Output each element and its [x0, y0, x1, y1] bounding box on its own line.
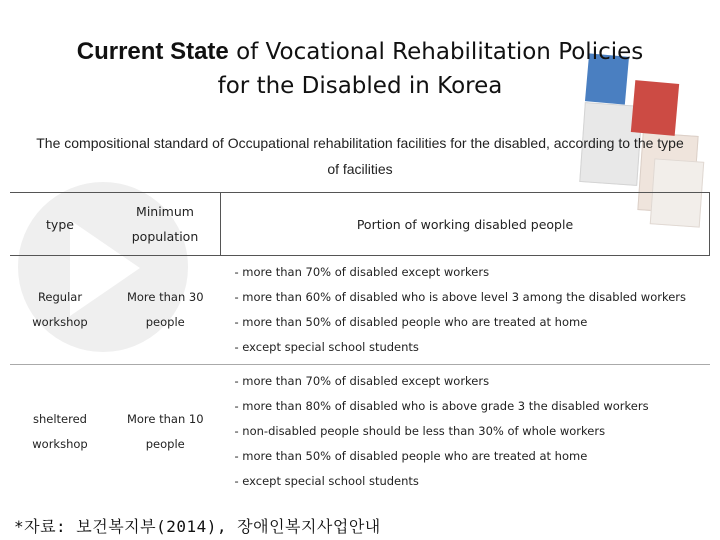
title-rest-part: of Vocational Rehabilitation Policies	[228, 39, 644, 65]
table-row-regular-workshop	[10, 256, 710, 365]
portion-item: - more than 50% of disabled people who are treated at home	[234, 449, 588, 463]
portion-item: - non-disabled people should be less than 30% of whole workers	[234, 424, 606, 438]
row-minimum	[110, 365, 221, 499]
row-type	[10, 256, 110, 365]
row-type	[10, 365, 110, 499]
portion-item: - except special school students	[234, 340, 419, 354]
row-type-line2: workshop	[32, 315, 88, 329]
row-portion	[221, 365, 710, 499]
header-minimum-line1: Minimum	[136, 204, 194, 219]
header-portion: Portion of working disabled people	[221, 193, 710, 256]
title-bold-part: Current State	[76, 38, 229, 65]
header-type: type	[10, 193, 110, 256]
portion-item: - more than 70% of disabled except workers	[234, 374, 490, 388]
row-type-line1: sheltered	[33, 411, 87, 426]
row-portion	[221, 256, 710, 365]
slide-title	[0, 35, 720, 103]
facilities-table	[10, 192, 710, 498]
row-minimum-line2: people	[145, 315, 185, 329]
portion-item: - more than 50% of disabled people who are treated at home	[234, 315, 588, 329]
source-footnote: *자료: 보건복지부(2014), 장애인복지사업안내	[14, 517, 381, 536]
row-minimum	[110, 256, 221, 365]
row-type-line1: Regular	[37, 290, 83, 304]
portion-item: - except special school students	[234, 474, 419, 488]
portion-item: - more than 80% of disabled who is above grade 3 the disabled workers	[234, 399, 649, 413]
portion-item: - more than 70% of disabled except workers	[234, 265, 490, 279]
row-minimum-line2: people	[145, 436, 185, 451]
table-header-row	[10, 193, 710, 256]
portion-item: - more than 60% of disabled who is above level 3 among the disabled workers	[234, 290, 687, 304]
row-minimum-line1: More than 30	[126, 290, 204, 304]
facilities-table-container	[10, 192, 710, 498]
row-type-line2: workshop	[32, 436, 88, 451]
header-minimum-line2: population	[131, 229, 199, 244]
title-line2: for the Disabled in Korea	[217, 73, 503, 99]
header-minimum-population	[110, 193, 221, 256]
row-minimum-line1: More than 10	[126, 411, 204, 426]
slide-subtitle: The compositional standard of Occupational rehabilitation facilities for the disabled, according to the type of facilities	[36, 135, 684, 177]
table-row-sheltered-workshop	[10, 365, 710, 499]
